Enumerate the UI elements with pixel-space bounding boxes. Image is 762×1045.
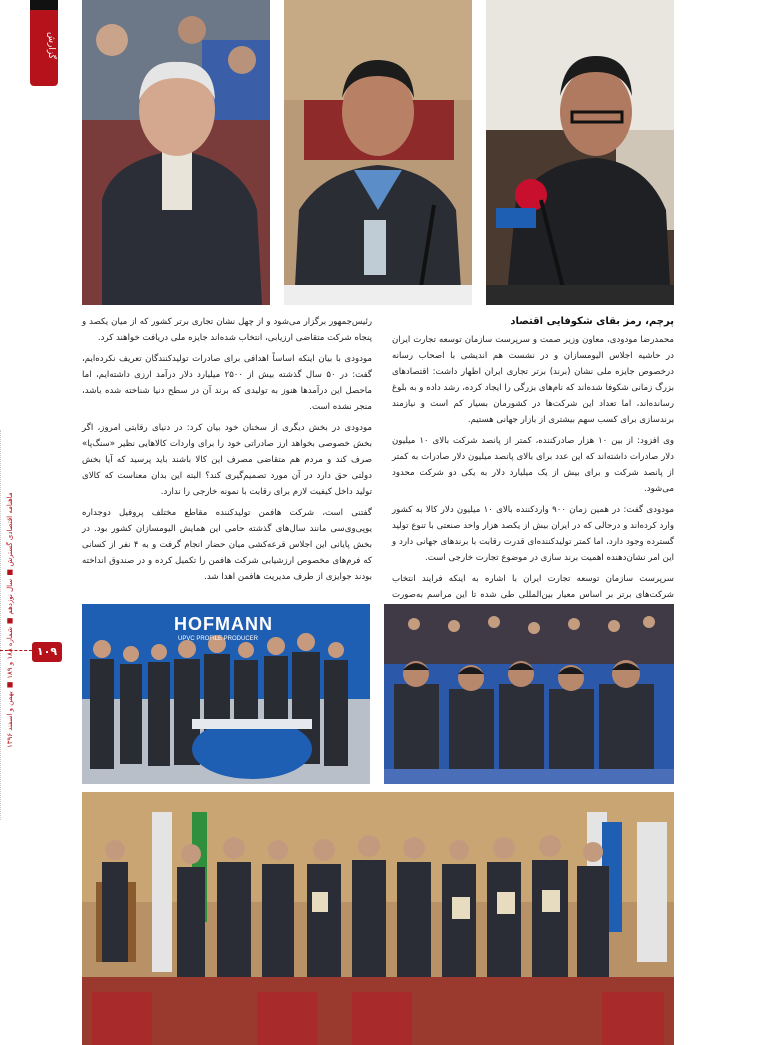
section-tab	[30, 10, 58, 86]
section-tab-label: گزارش	[46, 32, 56, 60]
paragraph: وی افزود: از بین ۱۰ هزار صادرکننده، کمتر از پانصد شرکت بالای ۱۰ میلیون دلار صادرات داشته‌اند که این عدد برای بالای پانصد میلیون دلار صادرات به کمتر از پانصد شرکت و برای بیش از یک میلیارد دلار به یکی دو شرکت محدود می‌شود.	[392, 436, 675, 494]
booth-brand: HOFMANN	[174, 614, 273, 634]
photo-speaker-center	[284, 0, 472, 305]
page-number: ۱۰۹	[32, 642, 62, 662]
paragraph: رئیس‌جمهور برگزار می‌شود و از چهل نشان تجاری برتر کشور که از میان یکصد و پنجاه شرکت متقاضی ارزیابی، انتخاب شده‌اند جایزه ملی دریافت خواهند کرد.	[82, 317, 372, 343]
photo-speaker-left	[82, 0, 270, 305]
page-number-leader	[0, 650, 32, 653]
photo-award-ceremony	[82, 792, 674, 1045]
paragraph: مودودی در بخش دیگری از سخنان خود بیان کرد: در دنیای رقابتی امروز، اگر بخش خصوصی بخواهد ارز صادراتی خود را برای واردات کالاهایی نظیر «سنگ‌پا» صرف کند و مردم هم متقاضی مصرف این کالا باشند باید پرسید که آیا بخش دولتی حق دارد در آن مورد تصمیم‌گیری کند؟ البته این بدان معناست که کالای تولید داخل کیفیت لازم برای رقابت با نمونه خارجی را ندارد.	[82, 423, 372, 497]
article-column-right	[392, 314, 674, 604]
margin-rule	[0, 430, 3, 820]
article-subheading: پرچم، رمز بقای شکوفایی اقتصاد	[510, 316, 674, 327]
booth-tagline: UPVC PROFILE PRODUCER	[178, 636, 259, 642]
paragraph: گفتنی است، شرکت هافمن تولیدکننده مقاطع مختلف پروفیل دوجداره یوپی‌وی‌سی مانند سال‌های گذشته حامی این همایش الیومسازان کشور بود. در بخش پایانی این اجلاس قرعه‌کشی میان حضار انجام گرفت و به ۴ نفر از کسانی که فرم‌های مخصوص ارزشیابی شرکت هافمن را تکمیل کرده و در صندوق انداخته بودند جوایزی از طرف مدیریت هافمن اهدا شد.	[82, 508, 372, 582]
photo-hofmann-booth	[82, 604, 370, 784]
article-column-left	[82, 314, 372, 604]
paragraph: مودودی گفت: در همین زمان ۹۰۰ واردکننده بالای ۱۰ میلیون دلار کالا به کشور وارد کرده‌اند و درحالی که در ایران بیش از یکصد هزار واحد صنعتی با تنوع تولید گسترده وجود دارد، اما کمتر تولیدکننده‌ای قدرت رقابت با برندهای جهانی دارد و این امر نشان‌دهنده اهمیت برند سازی در موضوع تجارت خارجی است.	[392, 505, 674, 563]
photo-audience	[384, 604, 674, 784]
paragraph: سرپرست سازمان توسعه تجارت ایران با اشاره به اینکه فرایند انتخاب شرکت‌های برتر بر اساس معیار بین‌المللی طی شده تا این مراسم به‌صورت	[392, 574, 674, 600]
top-edge-bar	[30, 0, 58, 10]
photo-speaker-right	[486, 0, 674, 305]
paragraph: محمدرضا مودودی، معاون وزیر صمت و سرپرست سازمان توسعه تجارت ایران در حاشیه اجلاس الیومسازان و در نشست هم اندیشی با اصحاب رسانه درخصوص جایزه ملی نشان (برند) برتر تجاری ایران اظهار داشت: اقتصادهای بزرگ زمانی شکوفا شده‌اند که نام‌های بزرگی را ایجاد کرده، رشد داده و به بلوغ رسانده‌اند، اما تعداد این شرکت‌ها در کشورمان بسیار کم است و نیازمند برندسازی برای کسب سهم بیشتری از بازار جهانی هستیم.	[392, 335, 674, 425]
issue-sidebar	[6, 420, 18, 820]
issue-line: ماهنامه اقتصادی گسترش ■ سال نوزدهم ■ شماره ۱۸۸ و ۱۸۹ ■ بهمن و اسفند ۱۳۹۶	[6, 492, 14, 748]
paragraph: مودودی با بیان اینکه اساساً اهدافی برای صادرات تولیدکنندگان تعریف نکرده‌ایم، گفت: در ۵۰ سال گذشته بیش از ۲۵۰۰ میلیارد دلار درآمد ارزی داشته‌ایم، اما ماحصل این درآمدها هنوز به تولیدی که برند آن در سطح دنیا شناخته شده باشد، منجر نشده است.	[82, 354, 373, 412]
